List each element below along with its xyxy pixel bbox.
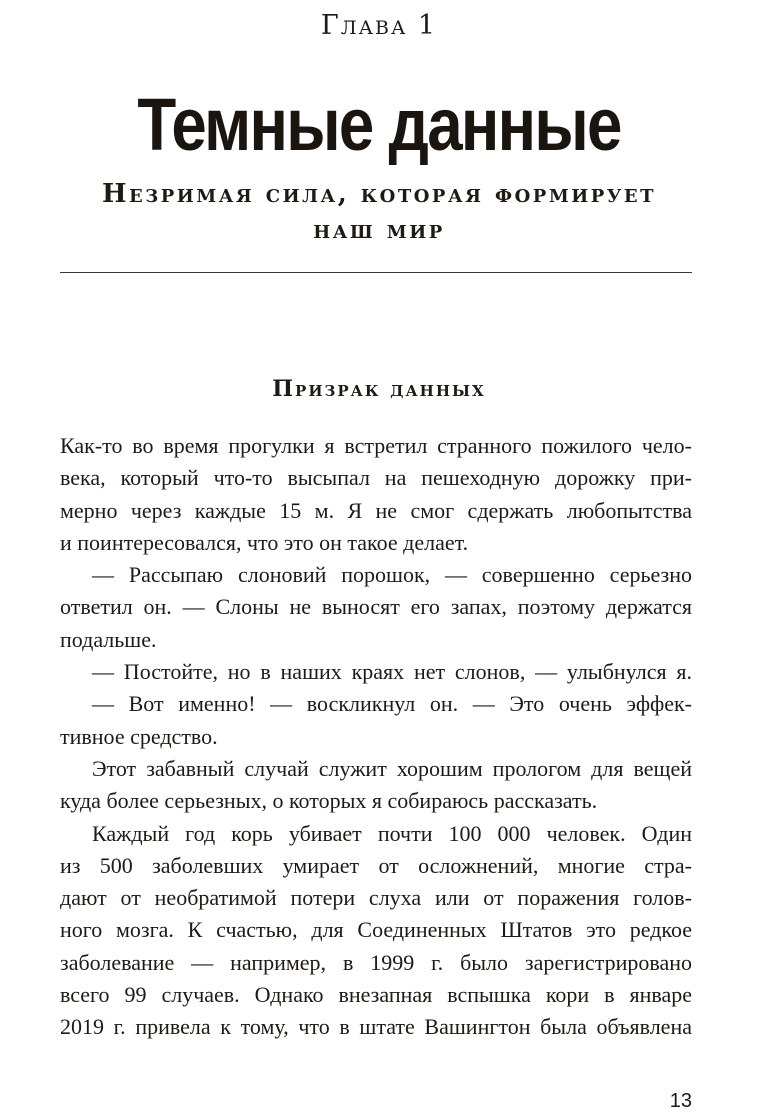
body-line: — Рассыпаю слоновий порошок, — совершенно серьезно <box>92 562 692 588</box>
chapter-title: Темные данные <box>137 83 621 166</box>
body-line: всего 99 случаев. Однако внезапная вспышка кори в январе <box>60 982 692 1008</box>
body-line: заболевание — например, в 1999 г. было зарегистрировано <box>60 949 692 975</box>
chapter-subtitle-line-1: Незримая сила, которая формирует <box>101 179 657 209</box>
title-divider <box>60 272 692 273</box>
body-line: и поинтересовался, что это он такое делает. <box>60 529 469 555</box>
body-line: ного мозга. К счастью, для Соединенных Штатов это редкое <box>60 917 692 943</box>
body-line: из 500 заболевших умирает от осложнений, многие стра- <box>60 852 692 878</box>
body-line: куда более серьезных, о которых я собираюсь рассказать. <box>60 788 598 814</box>
chapter-label: Глава 1 <box>320 10 438 41</box>
body-line: — Вот именно! — воскликнул он. — Это очень эффек- <box>92 691 692 717</box>
body-line: Как-то во время прогулки я встретил странного пожилого чело- <box>60 433 692 458</box>
body-line: дают от необратимой потери слуха или от поражения голов- <box>60 885 692 911</box>
body-line: ответил он. — Слоны не выносят его запах, поэтому держатся <box>60 594 692 620</box>
body-line: подальше. <box>60 626 157 652</box>
body-line: Каждый год корь убивает почти 100 000 человек. Один <box>92 820 692 846</box>
chapter-subtitle <box>60 176 698 248</box>
body-line: тивное средство. <box>60 723 218 749</box>
body-line: — Постойте, но в наших краях нет слонов, — улыбнулся я. <box>92 659 692 685</box>
body-line: 2019 г. привела к тому, что в штате Вашингтон была объявлена <box>60 1014 692 1040</box>
body-line: века, который что-то высыпал на пешеходную дорожку при- <box>60 465 692 491</box>
body-line: Этот забавный случай служит хорошим прологом для вещей <box>92 755 692 781</box>
body-line: мерно через каждые 15 м. Я не смог сдержать любопытства <box>60 497 692 523</box>
chapter-subtitle-line-2: наш мир <box>313 215 445 245</box>
page-number: 13 <box>669 1090 692 1112</box>
section-title: Призрак данных <box>272 376 486 402</box>
body-text <box>60 430 692 1044</box>
